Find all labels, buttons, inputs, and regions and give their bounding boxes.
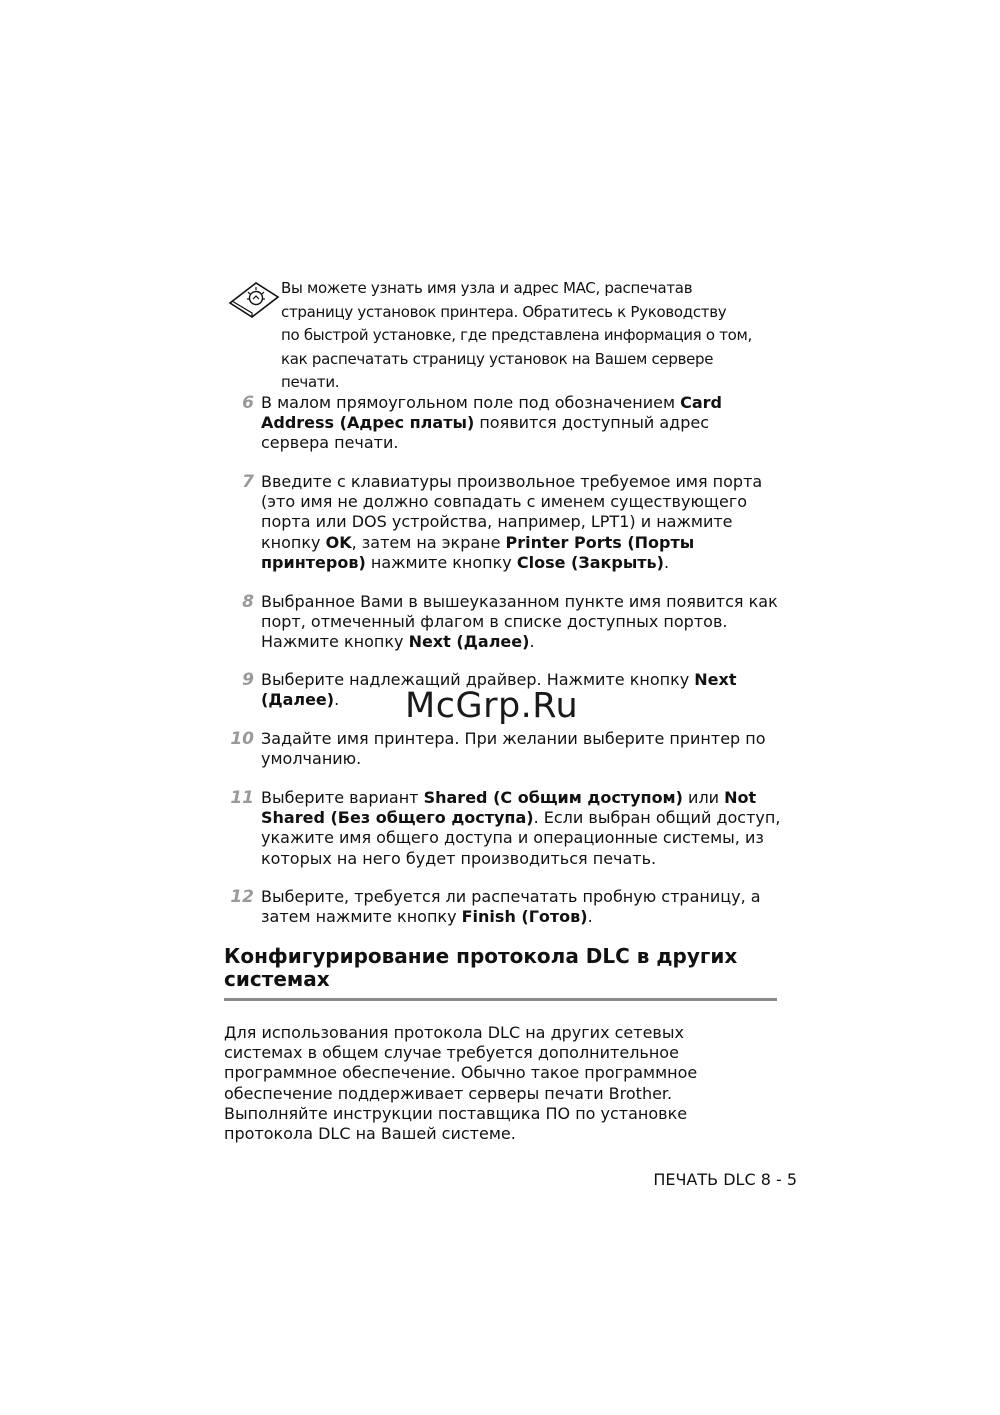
step-fragment: Выберите вариант [261, 788, 424, 807]
step-emphasis: Finish (Готов) [461, 907, 588, 927]
step-number: 6 [242, 393, 254, 413]
step-fragment: нажмите кнопку [365, 552, 517, 572]
note-line: по быстрой установке, где представлена информация о том, [281, 326, 753, 345]
body-paragraph: Для использования протокола DLC на других сетевых системах в общем случае требуется дополнительное программное обеспечение. Обычно такое программное обеспечение поддерживает серверы печати Brother. Выполняйте инструкции поставщика ПО по установке протокола DLC на Вашей системе. [224, 1023, 698, 1144]
step-fragment: или [682, 788, 725, 807]
step-fragment: появится доступный адрес сервера печати. [261, 413, 710, 453]
step-text [261, 788, 781, 869]
step-number: 7 [242, 472, 254, 492]
step-number: 8 [242, 592, 254, 612]
note-line: Вы можете узнать имя узла и адрес MAC, распечатав [281, 279, 693, 297]
step-number: 9 [242, 670, 254, 690]
note-text [281, 277, 781, 395]
note-line: страницу установок принтера. Обратитесь к Руководству [281, 302, 727, 321]
note-line: печати. [281, 373, 340, 392]
step-text [261, 472, 781, 573]
note-line: как распечатать страницу установок на Вашем сервере [281, 349, 714, 368]
note-hand-icon [228, 279, 280, 319]
step-emphasis: Shared (С общим доступом) [423, 788, 683, 807]
step-fragment: . Если выбран общий доступ, укажите имя общего доступа и операционные системы, из которых на него будет производиться печать. [261, 808, 781, 868]
step-fragment: Введите с клавиатуры произвольное требуемое имя порта (это имя не должно совпадать с именем существующего порта или DOS устройства, например, LPT1) и нажмите кнопку [261, 472, 763, 552]
step-fragment: Выберите, требуется ли распечатать пробную страницу, а затем нажмите кнопку [261, 887, 761, 927]
step-fragment: В малом прямоугольном поле под обозначением [261, 393, 681, 412]
step-fragment: Выбранное Вами в вышеуказанном пункте имя появится как порт, отмеченный флагом в списке доступных портов. Нажмите кнопку [261, 592, 778, 652]
step-fragment: Задайте имя принтера. При желании выберите принтер по умолчанию. [261, 729, 766, 769]
step-text [261, 887, 781, 927]
step-number: 11 [230, 788, 254, 808]
step-emphasis: Card Address (Адрес платы) [261, 393, 723, 433]
step-fragment: . [663, 552, 670, 572]
step-emphasis: Not Shared (Без общего доступа) [261, 788, 757, 828]
page-footer: ПЕЧАТЬ DLC 8 - 5 [653, 1170, 797, 1189]
section-heading: Конфигурирование протокола DLC в других системах [224, 944, 738, 991]
step-text [261, 729, 781, 769]
step-emphasis: Next (Далее) [408, 632, 530, 652]
step-fragment: . [334, 690, 340, 710]
step-text [261, 393, 781, 454]
step-emphasis: Close (Закрыть) [516, 552, 664, 572]
step-text [261, 592, 781, 653]
step-fragment: . [587, 907, 593, 927]
step-number: 10 [230, 729, 254, 749]
watermark: McGrp.Ru [405, 686, 579, 726]
step-fragment: , затем на экране [351, 532, 506, 552]
step-fragment: . [529, 632, 535, 652]
step-emphasis: OK [325, 532, 352, 552]
step-fragment: Выберите надлежащий драйвер. Нажмите кнопку [261, 670, 695, 689]
heading-divider [224, 998, 777, 1001]
step-number: 12 [230, 887, 254, 907]
step-emphasis: Next (Далее) [261, 670, 737, 710]
step-emphasis: Printer Ports (Порты принтеров) [261, 532, 695, 572]
